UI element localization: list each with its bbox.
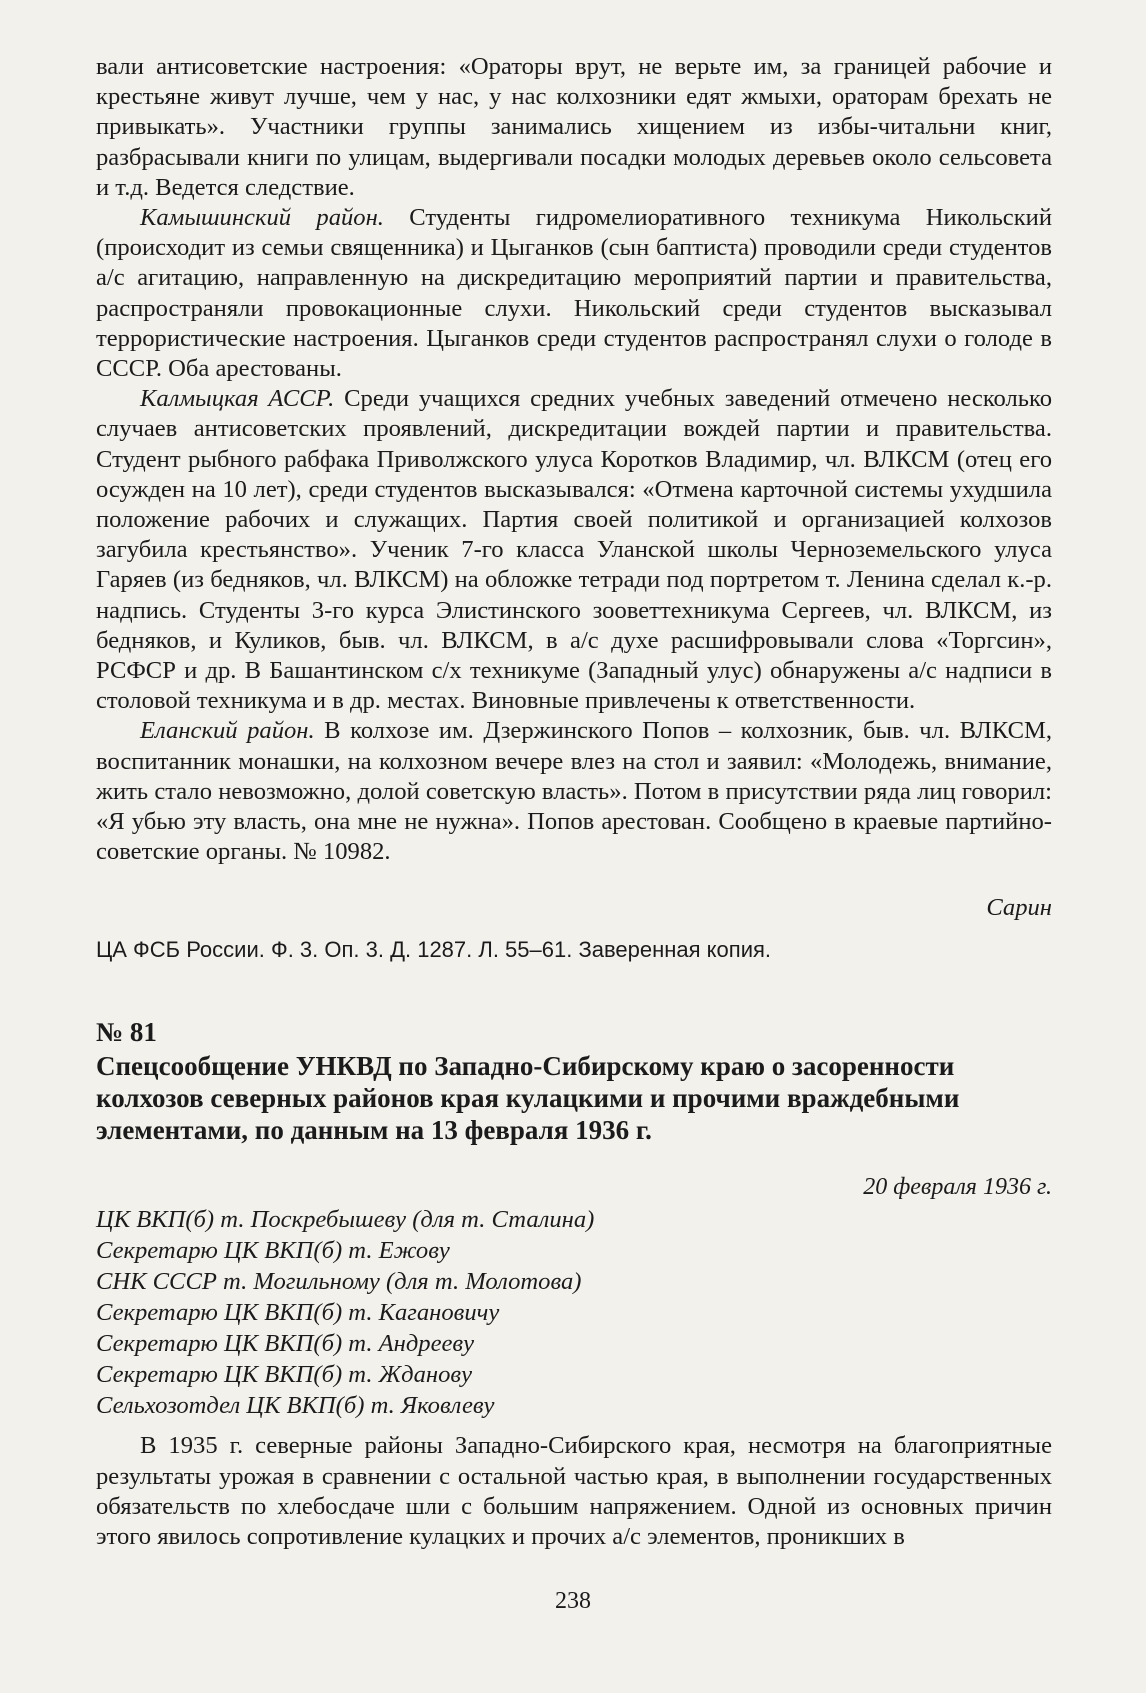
report-body [96, 52, 1052, 867]
archive-reference: ЦА ФСБ России. Ф. 3. Оп. 3. Д. 1287. Л. 55–61. Заверенная копия. [96, 937, 772, 963]
paragraph-kamyshin [96, 203, 1052, 384]
book-page [96, 52, 1052, 1552]
document-title: Спецсообщение УНКВД по Западно-Сибирскому краю о засоренности колхозов северных районов края кулацкими и прочими враждебными элементами, по данным на 13 февраля 1936 г. [96, 1051, 960, 1146]
addressee: Сельхозотдел ЦК ВКП(б) т. Яковлеву [96, 1392, 495, 1420]
addressee-list [96, 1204, 1052, 1421]
page-number: 238 [555, 1588, 591, 1614]
addressee: Секретарю ЦК ВКП(б) т. Жданову [96, 1361, 472, 1389]
document-date: 20 февраля 1936 г. [863, 1174, 1052, 1201]
addressee: Секретарю ЦК ВКП(б) т. Ежову [96, 1237, 450, 1265]
addressee: ЦК ВКП(б) т. Поскребышеву (для т. Сталина) [96, 1206, 595, 1234]
paragraph-text: В колхозе им. Дзержинского Попов – колхозник, быв. чл. ВЛКСМ, воспитанник монашки, на колхозном вечере влез на стол и заявил: «Молодежь, внимание, жить стало невозможно, долой советскую власть». Потом в присутствии ряда лиц говорил: «Я убью эту власть, она мне не нужна». Попов арестован. Сообщено в краевые партийно-советские органы. № 10982. [96, 717, 1052, 866]
intro-paragraph: В 1935 г. северные районы Западно-Сибирского края, несмотря на благоприятные результаты урожая в сравнении с остальной частью края, в выполнении государственных обязательств по хлебосдаче шли с большим напряжением. Одной из основных причин этого явилось сопротивление кулацких и прочих а/с элементов, проникших в [96, 1432, 1052, 1551]
paragraph-text: Среди учащихся средних учебных заведений отмечено несколько случаев антисоветских проявлений, дискредитации вождей партии и правительства. Студент рыбного рабфака Приволжского улуса Коротков Владимир, чл. ВЛКСМ (отец его осужден на 10 лет), среди студентов высказывался: «Отмена карточной системы ухудшила положение рабочих и служащих. Партия своей политикой и организацией колхозов загубила крестьянство». Ученик 7-го класса Уланской школы Черноземельского улуса Гаряев (из бедняков, чл. ВЛКСМ) на обложке тетради под портретом т. Ленина сделал к.-р. надпись. Студенты 3-го курса Элистинского зооветтехникума Сергеев, чл. ВЛКСМ, из бедняков, и Куликов, быв. чл. ВЛКСМ, в а/с духе расшифровывали слова «Торгсин», РСФСР и др. В Башантинском с/х техникуме (Западный улус) обнаружены а/с надписи в столовой техникума и в др. местах. Виновные привлечены к ответственности. [96, 385, 1053, 715]
paragraph-text: вали антисоветские настроения: «Ораторы врут, не верьте им, за границей рабочие и крестьяне живут лучше, чем у нас, у нас колхозники едят жмыхи, ораторам брехать не привыкать». Участники группы занимались хищением из избы-читальни книг, разбрасывали книги по улицам, выдергивали посадки молодых деревьев около сельсовета и т.д. Ведется следствие. [96, 53, 1052, 201]
paragraph-kalmyk [96, 384, 1052, 716]
addressee: Секретарю ЦК ВКП(б) т. Андрееву [96, 1330, 475, 1358]
paragraph-elan [96, 716, 1052, 867]
region-heading: Камышинский район. [140, 204, 384, 232]
document-number: № 81 [96, 1017, 157, 1048]
document-intro [96, 1431, 1052, 1552]
region-heading: Еланский район. [140, 717, 315, 745]
addressee: СНК СССР т. Могильному (для т. Молотова) [96, 1268, 582, 1296]
addressee: Секретарю ЦК ВКП(б) т. Кагановичу [96, 1299, 500, 1327]
paragraph-continued [96, 52, 1052, 203]
signature: Сарин [986, 894, 1052, 922]
region-heading: Калмыцкая АССР. [140, 385, 335, 413]
paragraph-text: Студенты гидромелиоративного техникума Никольский (происходит из семьи священника) и Цыганков (сын баптиста) проводили среди студентов а/с агитацию, направленную на дискредитацию мероприятий партии и правительства, распространяли провокационные слухи. Никольский среди студентов высказывал террористические настроения. Цыганков среди студентов распространял слухи о голоде в СССР. Оба арестованы. [96, 204, 1052, 383]
